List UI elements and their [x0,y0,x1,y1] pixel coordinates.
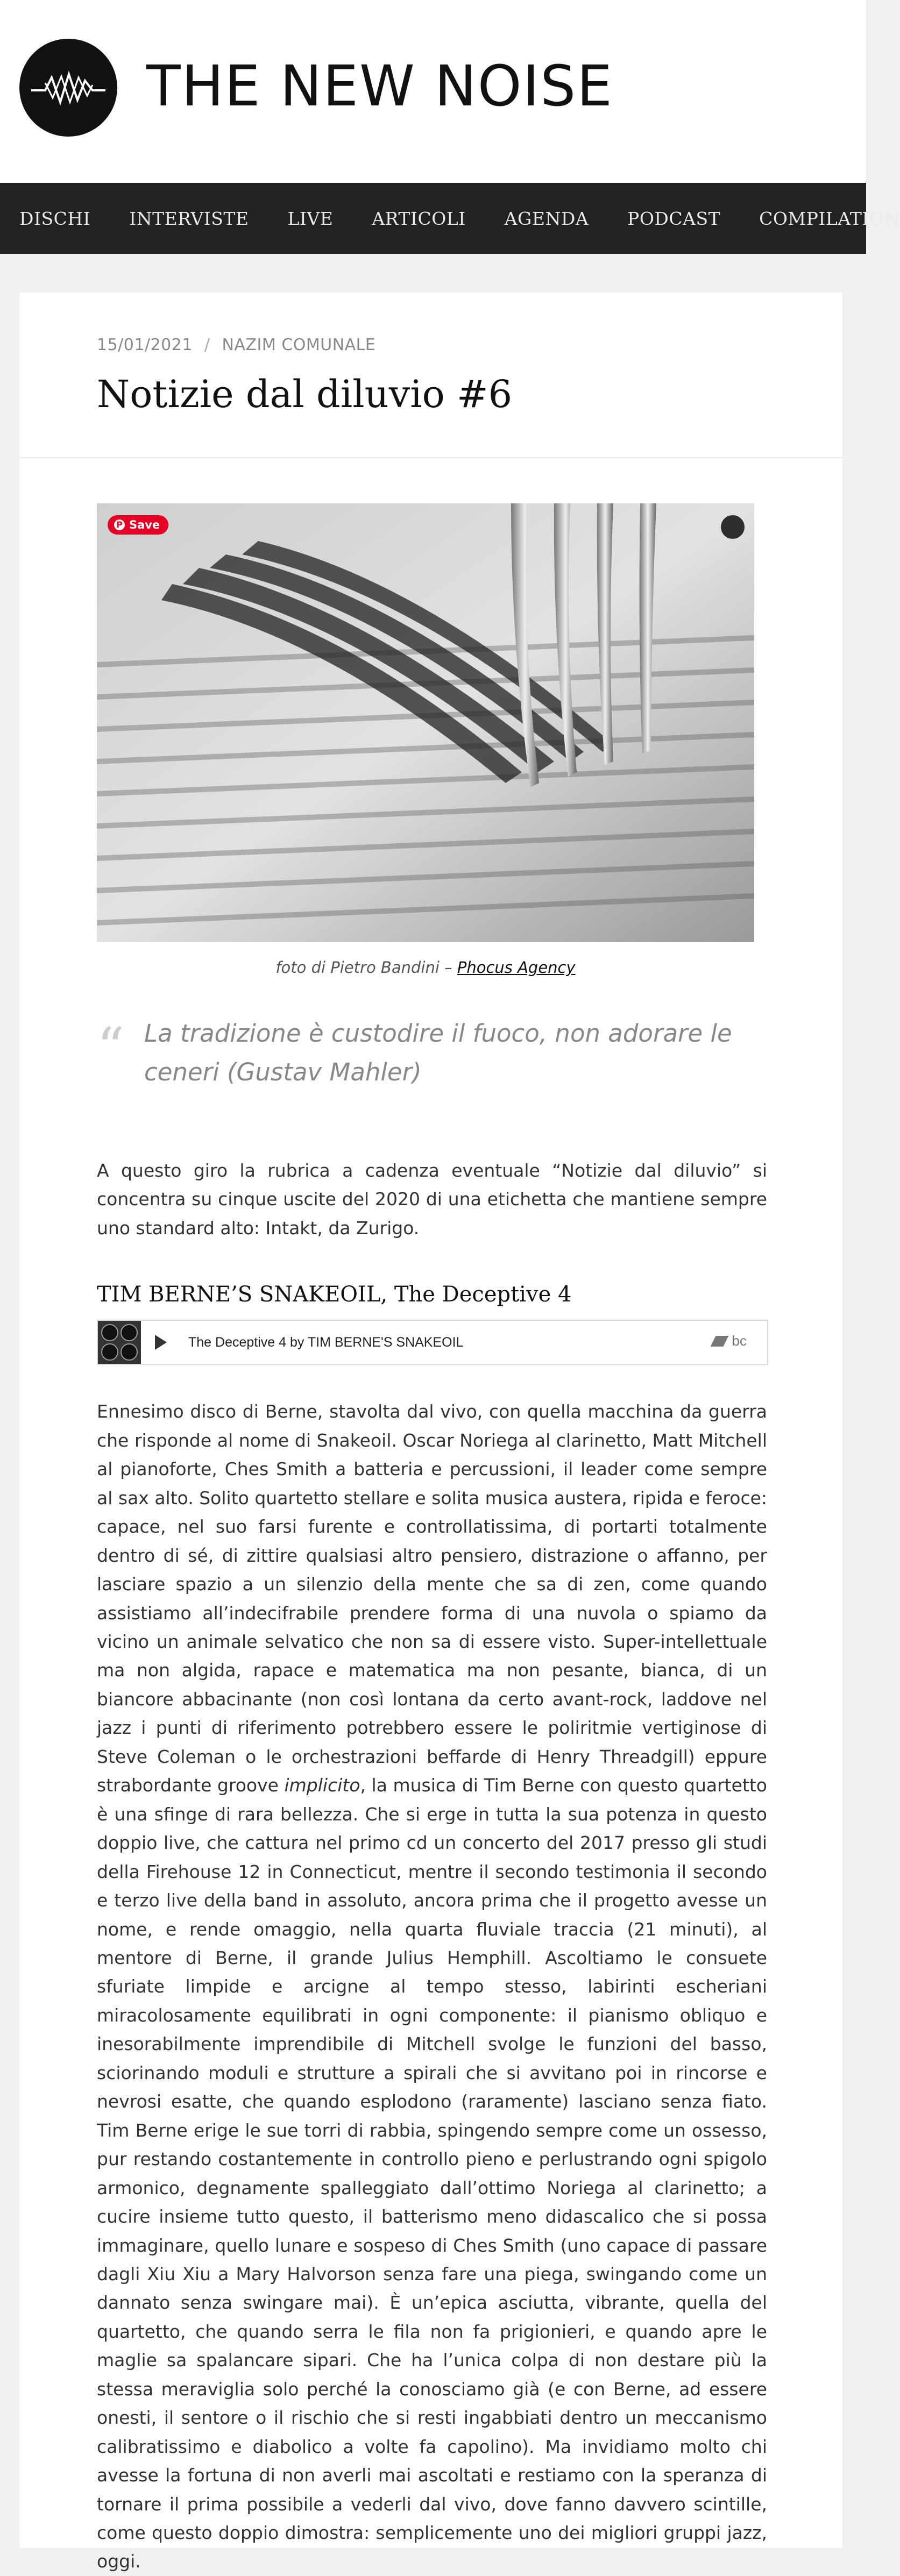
article-header [19,293,842,458]
save-label: Save [129,518,160,531]
album-section-title: TIM BERNE’S SNAKEOIL, The Deceptive 4 [97,1282,572,1307]
nav-item-interviste[interactable]: INTERVISTE [129,208,249,229]
nav-item-dischi[interactable]: DISCHI [19,208,91,229]
album-cover[interactable] [98,1321,141,1364]
image-caption [97,958,754,977]
caption-link[interactable]: Phocus Agency [457,958,576,977]
article-card [19,293,842,2572]
fork-on-book-photo [97,503,754,942]
post-meta [97,336,765,354]
main-nav [0,183,900,254]
review-emphasis: implicito [284,1775,360,1796]
nav-item-compilation[interactable]: COMPILATION [759,208,900,229]
bandcamp-player [97,1320,768,1365]
bandcamp-brand: bc [732,1333,747,1349]
caption-text: foto di Pietro Bandini – [275,958,457,977]
intro-paragraph: A questo giro la rubrica a cadenza eventuale “Notizie dal diluvio” si concentra su cinque uscite del 2020 di una etichetta che mantiene sempre uno standard alto: Intakt, da Zurigo. [97,1160,767,1239]
hero-image [97,503,754,942]
nav-item-agenda[interactable]: AGENDA [504,208,589,229]
post-author[interactable]: NAZIM COMUNALE [222,336,376,354]
epigraph-quote [97,1014,768,1092]
meta-separator: / [204,336,210,354]
post-title: Notizie dal diluvio #6 [97,372,513,416]
review-paragraph [97,1397,767,2576]
quote-text: La tradizione è custodire il fuoco, non adorare le ceneri (Gustav Mahler) [144,1019,732,1086]
review-text-2: , la musica di Tim Berne con questo quartetto è una sfinge di rara bellezza. Che si erge in tutta la sua potenza in questo doppio live, che cattura nel primo cd un concerto del 2017 presso gli studi della Firehouse 12 in Connecticut, mentre il secondo testimonia il secondo e terzo live della band in assoluto, ancora prima che il progetto avesse un nome, e rende omaggio, nella quarta fluviale traccia (21 minuti), al mentore di Berne, il grande Julius Hemphill. Ascoltiamo le consuete sfuriate limpide e arcigne al tempo stesso, labirinti escheriani miracolosamente equilibrati in ogni componente: il pianismo obliquo e inesorabilmente imprendibile di Mitchell svolge le funzioni del basso, sciorinando moduli e strutture a spirali che si avvitano poi in rincorse e nevrosi esatte, che quando esplodono (raramente) lasciano senza fiato. Tim Berne erige le sue torri di rabbia, spingendo sempre come un ossesso, pur restando costantemente in controllo pieno e perlustrando ogni spigolo armonico, degnamente spalleggiato dall’ottimo Noriega al clarinetto; a cucire insieme tutto questo, il batterismo meno didascalico che si possa immaginare, quello lunare e sospeso di Ches Smith (uno capace di passare dagli Xiu Xiu a Mary Halvorson senza fare una piega, swingando come un dannato senza swingare mai). È un’epica asciutta, vibrante, quella del quartetto, che quando serra le fila non fa prigionieri, e quando apre le maglie sa spalancare sipari. Che ha l’unica colpa di non destare più la stessa meraviglia solo perché la conosciamo già (e con Berne, ad essere onesti, il sentore o il rischio che si resti ingabbiati dentro un meccanismo calibratissimo e diabolico a volte fa capolino). Ma invidiamo molto chi avesse la fortuna di non averli mai ascoltati e restiamo con la speranza di tornare il prima possibile a vederli dal vivo, dove fanno davvero scintille, come questo doppio dimostra: semplicemente uno dei migliori gruppi jazz, oggi. [97,1775,767,2572]
bandcamp-icon [711,1336,729,1347]
player-track-title[interactable]: The Deceptive 4 by TIM BERNE'S SNAKEOIL [188,1334,464,1350]
pinterest-icon: P [114,520,125,530]
waveform-logo-icon [19,39,117,137]
pinterest-save-button[interactable] [108,515,168,535]
site-title[interactable]: THE NEW NOISE [146,53,613,119]
visual-search-icon[interactable] [721,515,745,539]
post-date[interactable]: 15/01/2021 [97,336,193,354]
bandcamp-logo[interactable] [711,1333,747,1349]
site-logo[interactable] [19,39,117,137]
nav-item-live[interactable]: LIVE [287,208,334,229]
nav-item-podcast[interactable]: PODCAST [627,208,721,229]
nav-item-articoli[interactable]: ARTICOLI [372,208,466,229]
review-text-1: Ennesimo disco di Berne, stavolta dal vivo, con quella macchina da guerra che risponde al nome di Snakeoil. Oscar Noriega al clarinetto, Matt Mitchell al pianoforte, Ches Smith a batteria e percussioni, il leader come sempre al sax alto. Solito quartetto stellare e solita musica austera, ripida e feroce: capace, nel suo farsi furente e controllatissima, di portarti totalmente dentro di sé, di zittire qualsiasi altro pensiero, distrazione o affanno, per lasciare spazio a un silenzio della mente che sa di zen, come quando assistiamo all’indecifrabile prendere forma di una nuvola o spiamo da vicino un animale selvatico che non sa di essere visto. Super-intellettuale ma non algida, rapace e matematica ma non pesante, bianca, di un biancore abbacinante (non così lontana da certo avant-rock, laddove nel jazz i punti di riferimento potrebbero essere le poliritmie vertiginose di Steve Coleman o le orchestrazioni beffarde di Henry Threadgill) eppure strabordante groove [97,1401,768,1796]
quote-mark-icon: “ [97,1016,125,1079]
site-header [0,0,866,183]
play-icon[interactable] [155,1335,167,1350]
article-body [19,458,842,2576]
